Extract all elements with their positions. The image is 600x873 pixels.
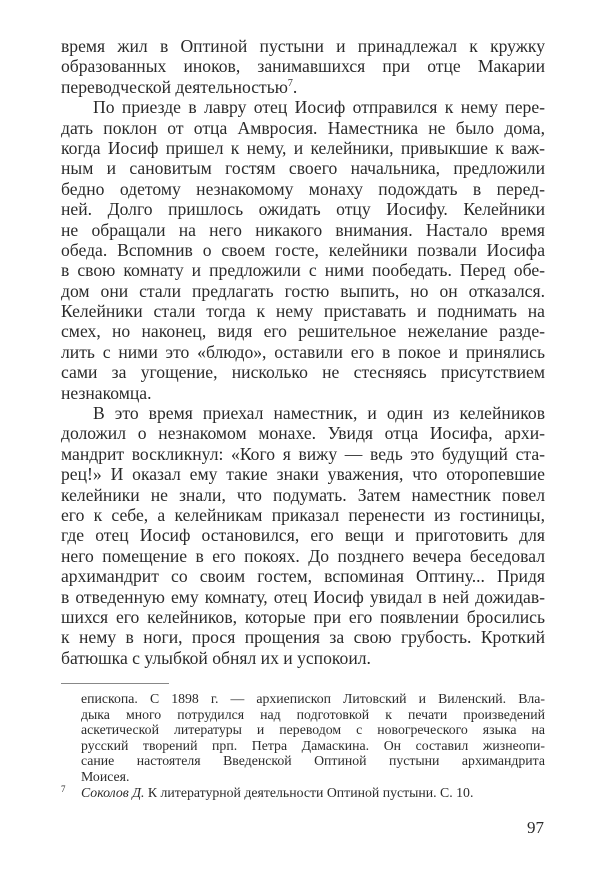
paragraph-2 — [61, 97, 545, 403]
text-line: обеда. Вспомнив о своем госте, келейники позвали Иосифа — [61, 239, 545, 260]
text-line: не обращали на него никакого внимания. Настало время — [61, 219, 545, 240]
text-line: лить с ними это «блюдо», оставили его в покое и принялись — [61, 341, 545, 362]
text-fragment: переводческой деятельностью — [61, 76, 288, 97]
footnotes — [61, 691, 545, 800]
text-line: рец!» И оказал ему такие знаки уважения, что оторопевшие — [61, 464, 545, 485]
text-line: к нему в ноги, прося прощения за свою грубость. Кроткий — [61, 627, 545, 648]
text-line: незнакомца. — [61, 382, 152, 403]
text-line: сами за угощение, нисколько не стесняясь присутствием — [61, 362, 545, 383]
text-line: бедно одетому незнакомому монаху подождать в перед- — [61, 178, 545, 199]
text-line: дыка много потрудился над подготовкой к печати произведений — [81, 706, 545, 722]
text-line: в свою комнату и предложили с ними пообедать. Перед обе- — [61, 260, 545, 281]
text-line: где отец Иосиф остановился, его вещи и приготовить для — [61, 525, 545, 546]
footnote-ref[interactable]: 7 — [287, 77, 293, 89]
text-line: доложил о незнакомом монахе. Увидя отца Иосифа, архи- — [61, 423, 545, 444]
paragraph-3 — [61, 403, 545, 668]
text-line: епископа. С 1898 г. — архиепископ Литовский и Виленский. Вла- — [81, 691, 545, 706]
text-line: ным и сановитым гостям своего начальника, предложили — [61, 158, 545, 179]
footnote-number: 7 — [61, 783, 66, 794]
text-line: ней. Долго пришлось ожидать отцу Иосифу. Келейники — [61, 199, 545, 220]
text-line: шихся его келейников, которые при его появлении бросились — [61, 606, 545, 627]
text-line: По приезде в лавру отец Иосиф отправился к нему пере- — [93, 97, 545, 118]
text-line: келейники не знали, что подумать. Затем наместник повел — [61, 484, 545, 505]
paragraph-1 — [61, 36, 545, 97]
text-line: батюшка с улыбкой обнял их и успокоил. — [61, 647, 371, 668]
text-line: дать поклон от отца Амвросия. Наместника не было дома, — [61, 117, 545, 138]
footnote-continued — [61, 691, 545, 785]
text-line: образованных иноков, занимавшихся при отце Макарии — [61, 56, 545, 77]
text-line: в отведенную ему комнату, отец Иосиф увидал в ней дожидав- — [61, 586, 545, 607]
text-line: когда Иосиф пришел к нему, и келейники, привыкшие к важ- — [61, 137, 545, 158]
main-text — [61, 36, 545, 668]
text-line: его к себе, а келейникам приказал перенести из гостиницы, — [61, 504, 545, 525]
text-line: Моисея. — [81, 768, 130, 784]
footnote-text: К литературной деятельности Оптиной пустыни. С. 10. — [144, 784, 474, 800]
footnote-7 — [61, 785, 545, 801]
text-line: Келейники стали тогда к нему приставать и поднимать на — [61, 301, 545, 322]
footnote-divider — [61, 683, 169, 684]
text-line: время жил в Оптиной пустыни и принадлежал к кружку — [61, 36, 545, 56]
text-line: архимандрит со своим гостем, вспоминая Оптину... Придя — [61, 566, 545, 587]
text-line — [61, 77, 545, 97]
text-line: сание настоятеля Введенской Оптиной пустыни архимандрита — [81, 753, 545, 769]
text-line: аскетической литературы и переводом с новогреческого языка на — [81, 722, 545, 738]
text-line: дом они стали предлагать гостю выпить, но он отказался. — [61, 280, 545, 301]
page-number: 97 — [527, 818, 544, 837]
text-fragment: . — [292, 76, 298, 97]
text-line: мандрит воскликнул: «Кого я вижу — ведь это будущий ста- — [61, 443, 545, 464]
text-line: русский творений прп. Петра Дамаскина. Он составил жизнеопи- — [81, 737, 545, 753]
text-line: смех, но наконец, видя его решительное нежелание разде- — [61, 321, 545, 342]
footnote-author: Соколов Д. — [81, 784, 145, 800]
text-line: него помещение в его покоях. До позднего вечера беседовал — [61, 545, 545, 566]
text-line: В это время приехал наместник, и один из келейников — [93, 403, 545, 424]
